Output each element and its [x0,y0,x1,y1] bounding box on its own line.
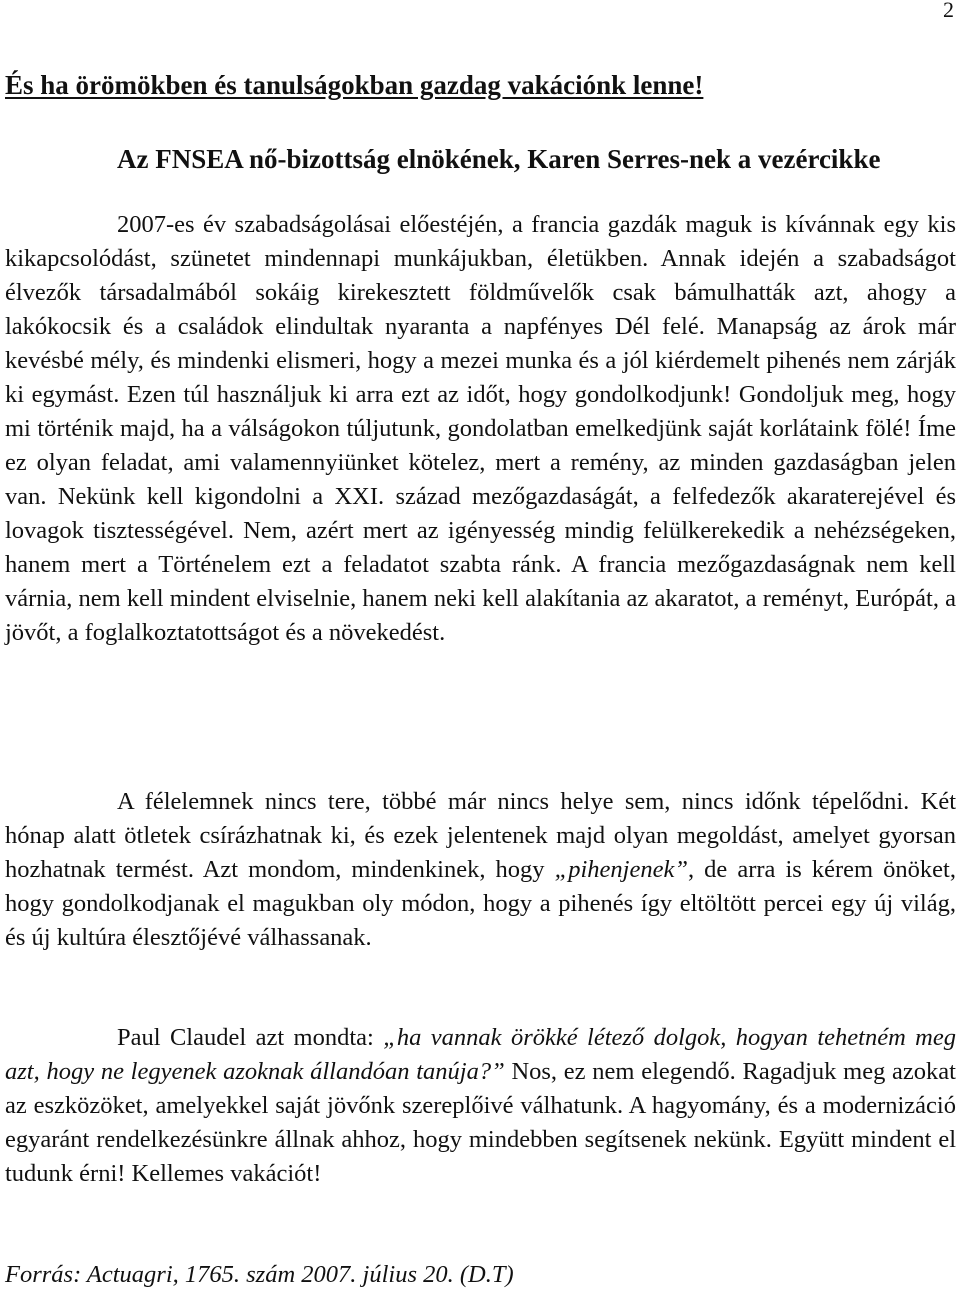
paragraph-2 [5,785,956,955]
source-citation: Forrás: Actuagri, 1765. szám 2007. július 20. (D.T) [5,1261,514,1288]
page-number: 2 [943,0,954,22]
paragraph-3-text-start: Paul Claudel azt mondta: [117,1024,384,1051]
article-subtitle: Az FNSEA nő-bizottság elnökének, Karen Serres-nek a vezércikke [117,144,881,174]
paragraph-3 [5,1021,956,1191]
paragraph-2-text-start: A félelemnek nincs tere, többé már nincs helye sem, nincs időnk tépelődni. Két hónap alatt ötletek csírázhatnak ki, és ezek jelentenek majd olyan megoldást, amelyet gyorsan hozhatnak termést. Azt mondom, mindenkinek, hogy [5,788,956,883]
paragraph-2-text-end: , de arra is kérem önöket, hogy gondolkodjanak el magukban oly módon, hogy a pihenés így eltöltött percei egy új világ, és új kultúra élesztőjévé válhassanak. [5,856,956,951]
claudel-quote: „ha vannak örökké létező dolgok, hogyan tehetném meg azt, hogy ne legyenek azoknak állandóan tanúja?” [5,1024,956,1085]
pihenjenek-emphasis: „pihenjenek” [554,856,688,883]
paragraph-1: 2007-es év szabadságolásai előestéjén, a francia gazdák maguk is kívánnak egy kis kikapcsolódást, szünetet mindennapi munkájukban, életükben. Annak idején a szabadságot élvezők társadalmából sokáig kirekesztett földművelők csak bámulhatták azt, ahogy a lakókocsik és a családok elindultak nyaranta a napfényes Dél felé. Manapság az árok már kevésbé mély, és mindenki elismeri, hogy a mezei munka és a jól kiérdemelt pihenés nem zárják ki egymást. Ezen túl használjuk ki arra ezt az időt, hogy gondolkodjunk! Gondoljuk meg, hogy mi történik majd, ha a válságokon túljutunk, gondolatban emelkedjünk saját korlátaink fölé! Íme ez olyan feladat, ami valamennyiünket kötelez, mert a remény, az minden gazdaságban jelen van. Nekünk kell kigondolni a XXI. század mezőgazdaságát, a felfedezők akaraterejével és lovagok tisztességével. Nem, azért mert az igényesség mindig felülkerekedik a nehézségeken, hanem mert a Történelem ezt a feladatot szabta ránk. A francia mezőgazdaságnak nem kell várnia, nem kell mindent elviselnie, hanem neki kell alakítania az akaratot, a reményt, Európát, a jövőt, a foglalkoztatottságot és a növekedést. [5,211,956,646]
article-title: És ha örömökben és tanulságokban gazdag vakációnk lenne! [5,70,704,100]
paragraph-3-text-end: Nos, ez nem elegendő. Ragadjuk meg azokat az eszközöket, amelyekkel saját jövőnk szereplőivé válhatunk. A hagyomány, és a modernizáció egyaránt rendelkezésünkre állnak ahhoz, hogy mindebben segítsenek nekünk. Együtt mindent el tudunk érni! Kellemes vakációt! [5,1058,956,1187]
